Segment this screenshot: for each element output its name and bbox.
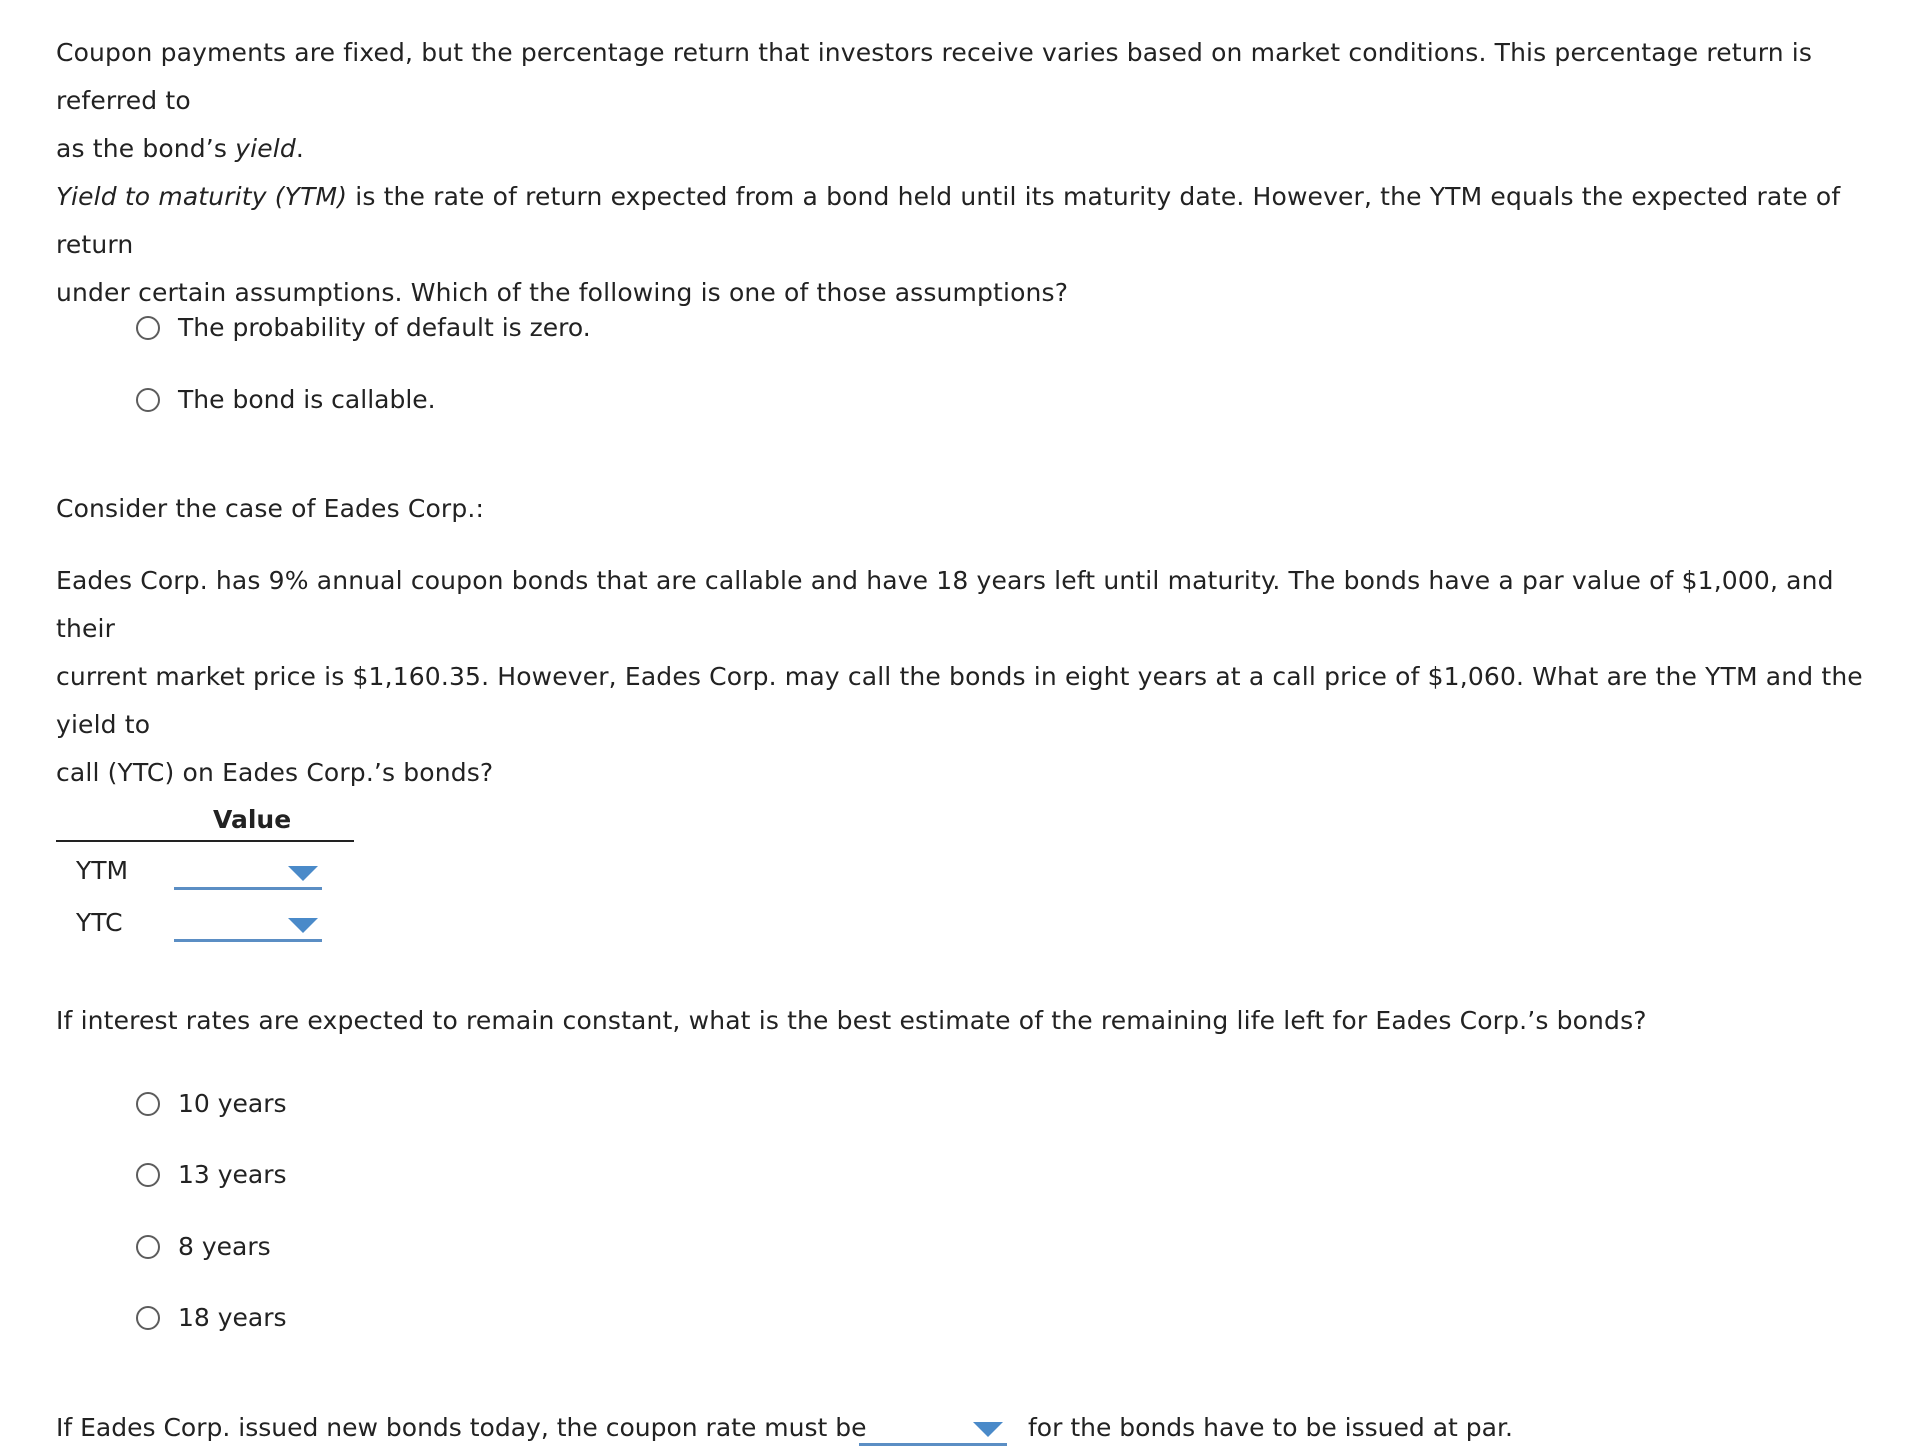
chevron-down-icon[interactable] (288, 866, 318, 881)
intro-line-1: Coupon payments are fixed, but the percentage return that investors receive varies based on market conditions. This percentage return is referred to (56, 38, 1813, 115)
case-line-1: Eades Corp. has 9% annual coupon bonds that are callable and have 18 years left until maturity. The bonds have a par value of $1,000, and their (56, 566, 1834, 643)
radio-button[interactable] (136, 1092, 160, 1116)
radio-button[interactable] (136, 1235, 160, 1259)
option-label: 18 years (178, 1303, 287, 1332)
chevron-down-icon[interactable] (288, 918, 318, 933)
ytm-question-line-1: Yield to maturity (YTM) is the rate of return expected from a bond held until its maturity date. However, the YTM equals the expected rate of return (56, 182, 1841, 259)
ytm-question-line-2: under certain assumptions. Which of the following is one of those assumptions? (56, 278, 1069, 307)
table-header-divider (56, 840, 354, 842)
case-line-2: current market price is $1,160.35. However, Eades Corp. may call the bonds in eight years at a call price of $1,060. What are the YTM and the yield to (56, 662, 1863, 739)
option-label: 13 years (178, 1160, 287, 1189)
case-paragraph (56, 557, 1896, 797)
yield-term: yield (235, 134, 296, 163)
case-line-3: call (YTC) on Eades Corp.’s bonds? (56, 758, 494, 787)
ytm-row-label: YTM (76, 856, 129, 885)
life-option-10-years[interactable] (136, 1084, 287, 1124)
option-label: 8 years (178, 1232, 271, 1261)
remaining-life-question: If interest rates are expected to remain constant, what is the best estimate of the remaining life left for Eades Corp.’s bonds? (56, 1006, 1647, 1035)
coupon-rate-dropdown[interactable] (859, 1413, 1007, 1446)
chevron-down-icon[interactable] (973, 1422, 1003, 1437)
ytc-row-label: YTC (76, 908, 123, 937)
life-option-18-years[interactable] (136, 1298, 287, 1338)
ytm-question (56, 173, 1896, 317)
intro-paragraph (56, 29, 1896, 173)
option-label: The probability of default is zero. (178, 313, 591, 342)
radio-button[interactable] (136, 316, 160, 340)
life-option-13-years[interactable] (136, 1155, 287, 1195)
ytc-dropdown[interactable] (174, 909, 322, 942)
radio-button[interactable] (136, 388, 160, 412)
radio-button[interactable] (136, 1306, 160, 1330)
coupon-question (56, 1404, 867, 1452)
value-column-header: Value (213, 805, 292, 834)
radio-button[interactable] (136, 1163, 160, 1187)
option-label: The bond is callable. (178, 385, 436, 414)
coupon-question-prefix: If Eades Corp. issued new bonds today, the coupon rate must be (56, 1413, 867, 1442)
life-option-8-years[interactable] (136, 1227, 271, 1267)
case-intro: Consider the case of Eades Corp.: (56, 494, 485, 523)
coupon-question-suffix: for the bonds have to be issued at par. (1028, 1413, 1513, 1442)
coupon-question-suffix-wrap (1028, 1404, 1513, 1452)
assumption-option-default-zero[interactable] (136, 308, 591, 348)
assumption-option-callable[interactable] (136, 380, 436, 420)
ytm-term: Yield to maturity (YTM) (56, 182, 348, 211)
intro-line-2: as the bond’s yield. (56, 134, 304, 163)
option-label: 10 years (178, 1089, 287, 1118)
ytm-dropdown[interactable] (174, 857, 322, 890)
